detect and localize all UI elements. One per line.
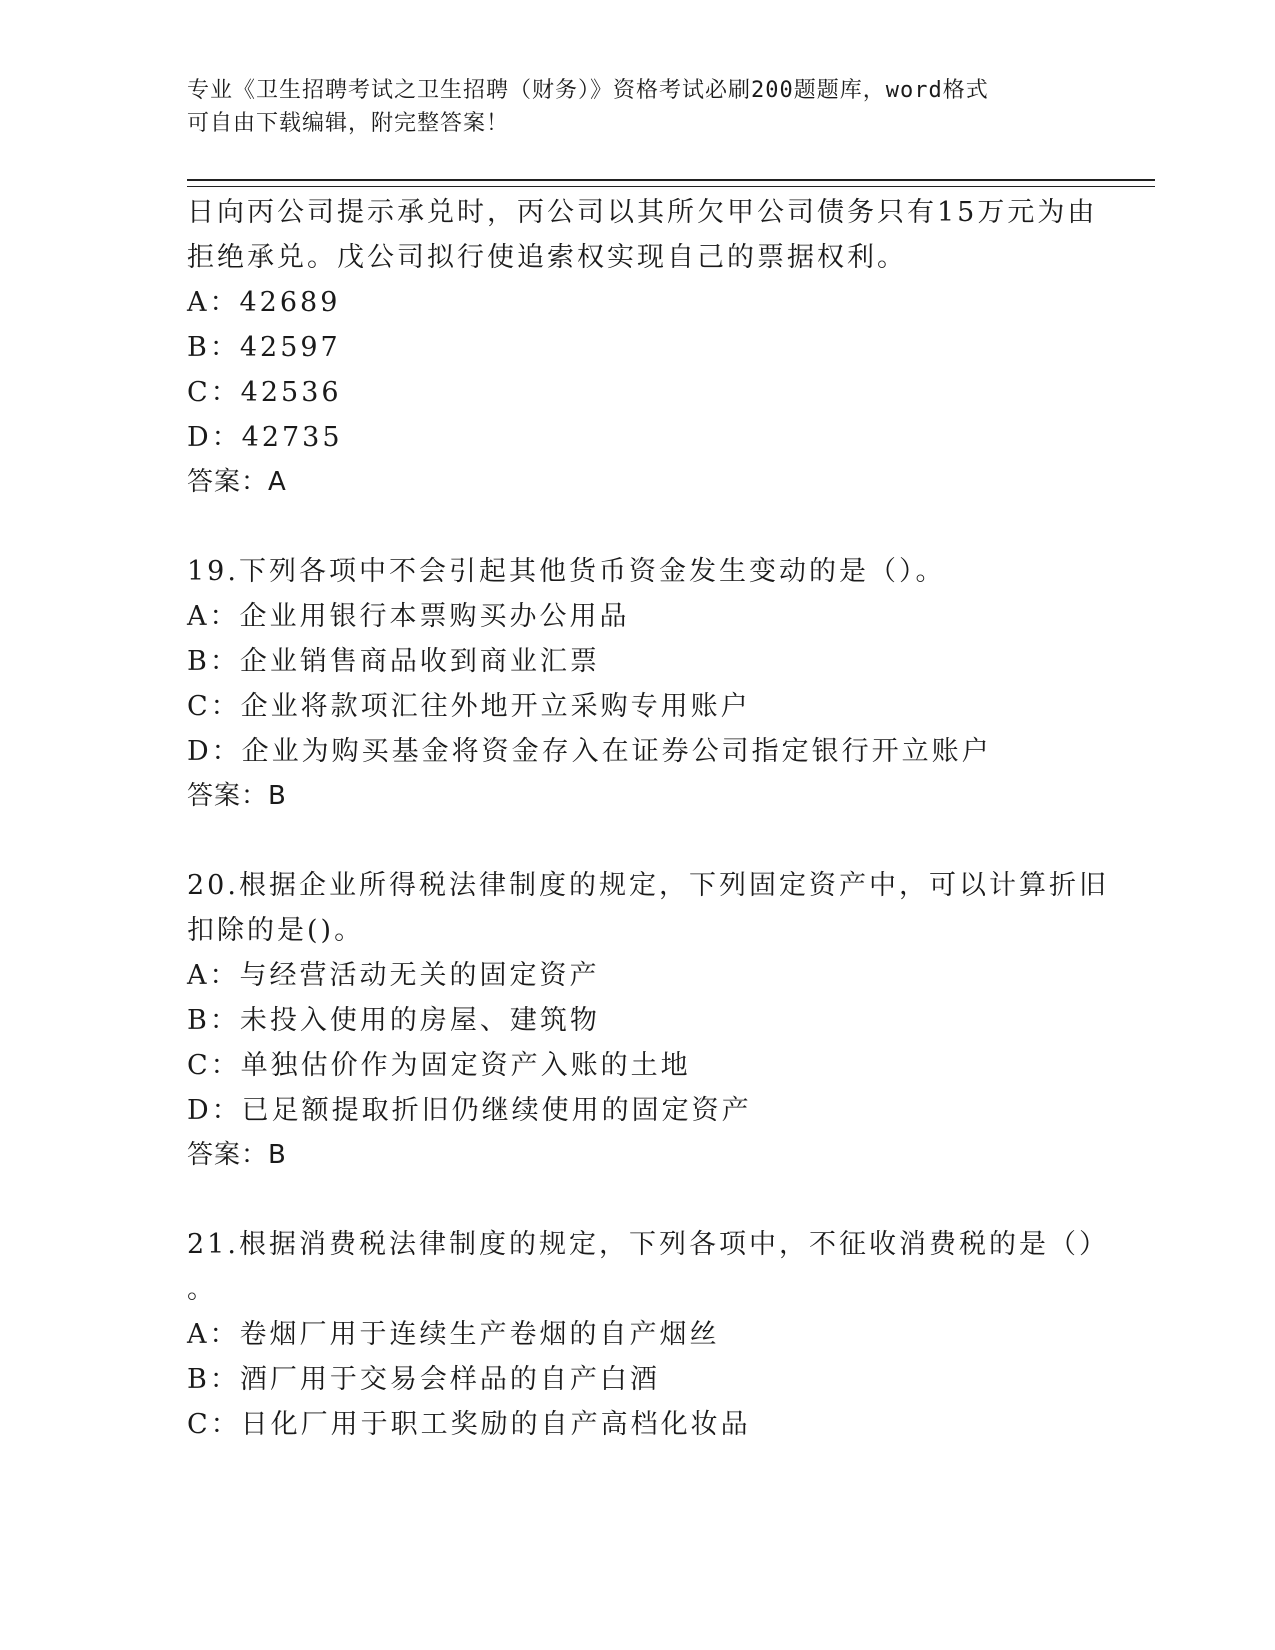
answer-label: 答案：B: [187, 781, 287, 811]
question-stem: 扣除的是()。: [187, 915, 365, 946]
question-stem: 拒绝承兑。戊公司拟行使追索权实现自己的票据权利。: [187, 242, 907, 273]
question-stem: 19.下列各项中不会引起其他货币资金发生变动的是（）。: [187, 556, 946, 587]
option-c: C：单独估价作为固定资产入账的土地: [187, 1050, 691, 1081]
header-line-2: 可自由下载编辑，附完整答案！: [187, 111, 510, 136]
option-a: A：42689: [187, 287, 341, 318]
question-stem: 21.根据消费税法律制度的规定，下列各项中，不征收消费税的是（）: [187, 1229, 1109, 1260]
header-line-1: 专业《卫生招聘考试之卫生招聘（财务）》资格考试必刷200题题库，word格式: [187, 78, 989, 103]
option-c: C：企业将款项汇往外地开立采购专用账户: [187, 691, 751, 722]
header-divider-thin: [187, 186, 1155, 187]
question-stem: 。: [187, 1274, 217, 1305]
document-header: [187, 74, 1067, 140]
option-c: C：日化厂用于职工奖励的自产高档化妆品: [187, 1409, 751, 1440]
question-19: [187, 549, 1087, 819]
option-b: B：酒厂用于交易会样品的自产白酒: [187, 1364, 660, 1395]
option-a: A：企业用银行本票购买办公用品: [187, 601, 630, 632]
question-list: [187, 190, 1109, 1447]
question-stem: 20.根据企业所得税法律制度的规定，下列固定资产中，可以计算折旧: [187, 870, 1109, 901]
header-divider-thick: [187, 179, 1155, 181]
spacer: [187, 505, 1087, 549]
answer-label: 答案：A: [187, 467, 287, 497]
option-d: D：42735: [187, 422, 343, 453]
option-b: B：42597: [187, 332, 341, 363]
answer-label: 答案：B: [187, 1140, 287, 1170]
question-stem: 日向丙公司提示承兑时，丙公司以其所欠甲公司债务只有15万元为由: [187, 197, 1098, 228]
option-a: A：与经营活动无关的固定资产: [187, 960, 600, 991]
option-d: D：已足额提取折旧仍继续使用的固定资产: [187, 1095, 752, 1126]
question-21: [187, 1222, 1109, 1447]
option-b: B：未投入使用的房屋、建筑物: [187, 1005, 600, 1036]
question-18: [187, 190, 1098, 505]
option-c: C：42536: [187, 377, 342, 408]
option-b: B：企业销售商品收到商业汇票: [187, 646, 600, 677]
spacer: [187, 1178, 1087, 1222]
spacer: [187, 819, 1087, 863]
question-20: [187, 863, 1109, 1178]
option-a: A：卷烟厂用于连续生产卷烟的自产烟丝: [187, 1319, 720, 1350]
option-d: D：企业为购买基金将资金存入在证券公司指定银行开立账户: [187, 736, 992, 767]
